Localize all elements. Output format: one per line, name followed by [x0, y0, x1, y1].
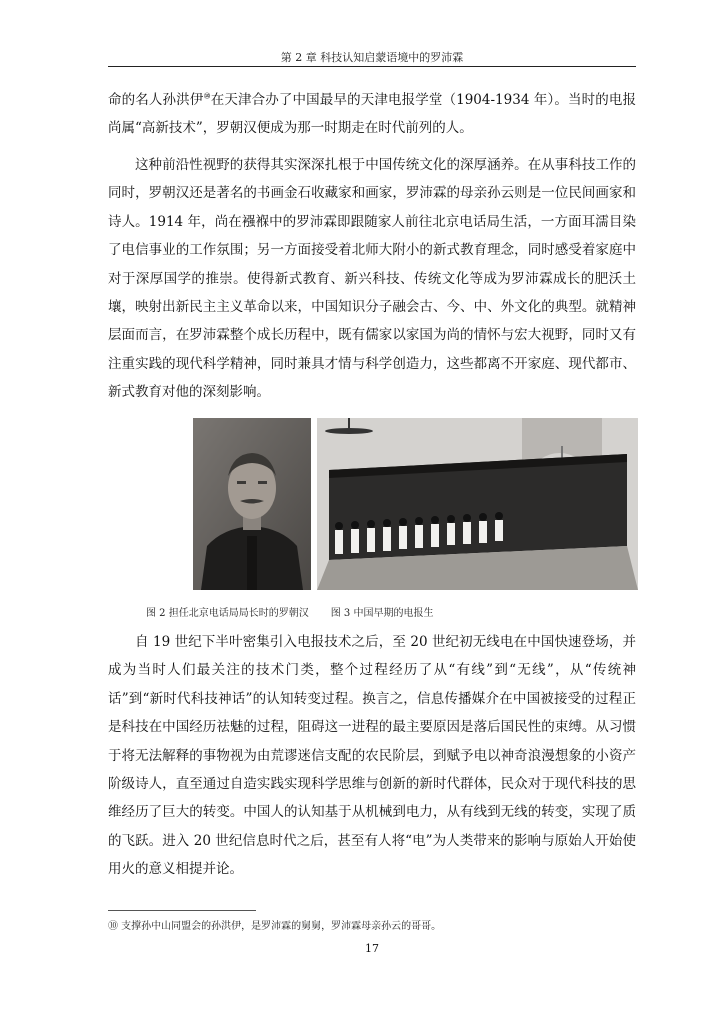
- telegraph-room-photo: [317, 418, 638, 590]
- p1-text-a: 命的名人孙洪伊: [108, 92, 204, 108]
- footnote: ⑩ 支撑孙中山同盟会的孙洪伊，是罗沛霖的舅舅，罗沛霖母亲孙云的哥哥。: [108, 921, 442, 932]
- figure-3-caption: 图 3 中国早期的电报生: [330, 608, 434, 619]
- p3-text: 自 19 世纪下半叶密集引入电报技术之后，至 20 世纪初无线电在中国快速登场，并成为当时人们最关注的技术门类，整个过程经历了从“有线”到“无线”，从“传统神话”到“新时代科技神话”的认知转变过程。换言之，信息传播媒介在中国被接受的过程正是科技在中国经历祛魅的过程，阻碍这一进程的最主要原因是落后国民性的束缚。从习惯于将无法解释的事物视为由荒谬迷信支配的农民阶层，到赋予电以神奇浪漫想象的小资产阶级诗人，直至通过自造实践实现科学思维与创新的新时代群体，民众对于现代科技的思维经历了巨大的转变。中国人的认知基于从机械到电力，从有线到无线的转变，实现了质的飞跃。进入 20 世纪信息时代之后，甚至有人将“电”为人类带来的影响与原始人开始使用火的意义相提并论。: [108, 634, 636, 878]
- figure-row: [193, 418, 638, 590]
- figure-captions: [146, 604, 433, 619]
- footnote-ref[interactable]: ⑩: [203, 91, 211, 101]
- running-header: 第 2 章 科技认知启蒙语境中的罗沛霖: [280, 51, 464, 64]
- figure-2-caption: 图 2 担任北京电话局局长时的罗朝汉: [146, 608, 309, 619]
- p1-text-b: 在天津合办了中国最早的天津电报学堂（1904-1934 年）。当时的电报尚属“高新技术”，罗朝汉便成为那一时期走在时代前列的人。: [108, 92, 637, 137]
- paragraph-1: [108, 86, 636, 143]
- header-rule: [108, 66, 636, 67]
- footnote-rule: [108, 910, 256, 911]
- paragraph-3: [108, 628, 636, 884]
- portrait-photo: [193, 418, 311, 590]
- paragraph-2: [108, 151, 636, 407]
- page-number: 17: [365, 942, 379, 955]
- p2-text: 这种前沿性视野的获得其实深深扎根于中国传统文化的深厚涵养。在从事科技工作的同时，罗朝汉还是著名的书画金石收藏家和画家，罗沛霖的母亲孙云则是一位民间画家和诗人。1914 年，尚在襁褓中的罗沛霖即跟随家人前往北京电话局生活，一方面耳濡目染了电信事业的工作氛围；另一方面接受着北师大附小的新式教育理念，同时感受着家庭中对于深厚国学的推崇。使得新式教育、新兴科技、传统文化等成为罗沛霖成长的肥沃土壤，映射出新民主主义革命以来，中国知识分子融会古、今、中、外文化的典型。就精神层面而言，在罗沛霖整个成长历程中，既有儒家以家国为尚的情怀与宏大视野，同时又有注重实践的现代科学精神，同时兼具才情与科学创造力，这些都离不开家庭、现代都市、新式教育对他的深刻影响。: [108, 157, 636, 401]
